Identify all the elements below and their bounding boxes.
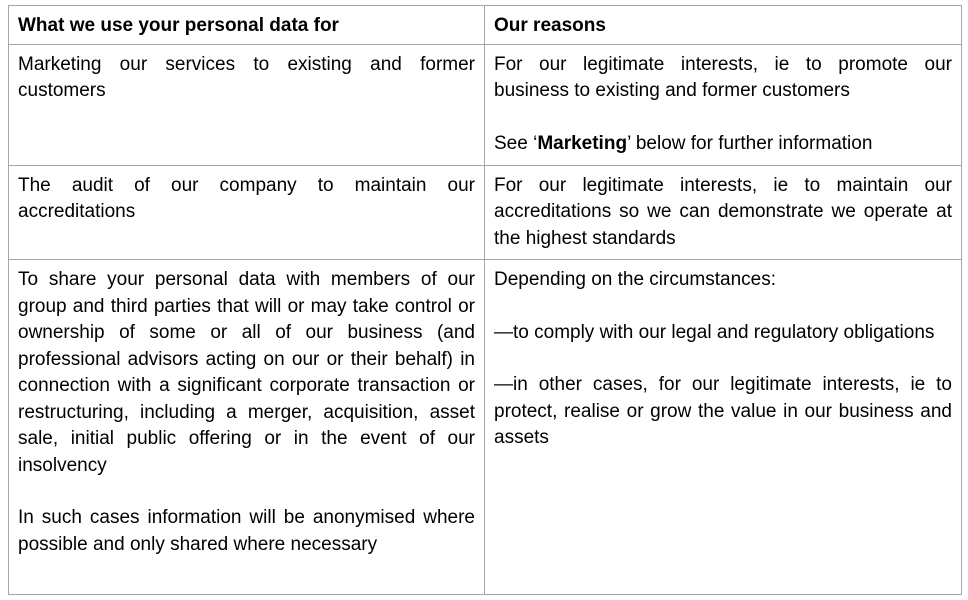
reason-text: For our legitimate interests, ie to maintain our accreditations so we can demonstrate we operate at the highest standards [494, 174, 952, 249]
reason-text: —to comply with our legal and regulatory obligations [494, 321, 935, 343]
reason-text: —in other cases, for our legitimate interests, ie to protect, realise or grow the value in our business and assets [494, 374, 952, 448]
personal-data-table [8, 5, 962, 595]
header-purpose: What we use your personal data for [9, 6, 485, 45]
header-reasons: Our reasons [485, 6, 962, 45]
marketing-link-text: Marketing [537, 132, 628, 154]
reason-text: Depending on the circumstances: [494, 269, 776, 290]
table-row [9, 44, 962, 165]
header-row [9, 6, 962, 45]
reason-cell [485, 165, 962, 260]
purpose-text: In such cases information will be anonymised where possible and only shared where necessary [18, 507, 475, 555]
reason-cell [485, 260, 962, 595]
marketing-note [494, 131, 952, 158]
purpose-text: The audit of our company to maintain our accreditations [18, 174, 475, 222]
note-prefix: See ‘ [494, 132, 538, 154]
purpose-text: Marketing our services to existing and former customers [18, 53, 475, 101]
reason-text: For our legitimate interests, ie to promote our business to existing and former customers [494, 53, 952, 101]
purpose-text: To share your personal data with members of our group and third parties that will or may take control or ownership of some or all of our business (and professional advisors acting on our or their behalf) in connection with a significant corporate transaction or restructuring, including a merger, acquisition, asset sale, initial public offering or in the event of our insolvency [18, 269, 475, 476]
table-row [9, 260, 962, 595]
reason-cell [485, 44, 962, 165]
purpose-cell [9, 44, 485, 165]
table-row [9, 165, 962, 260]
purpose-cell [9, 165, 485, 260]
purpose-cell [9, 260, 485, 595]
note-suffix: ’ below for further information [627, 132, 873, 154]
